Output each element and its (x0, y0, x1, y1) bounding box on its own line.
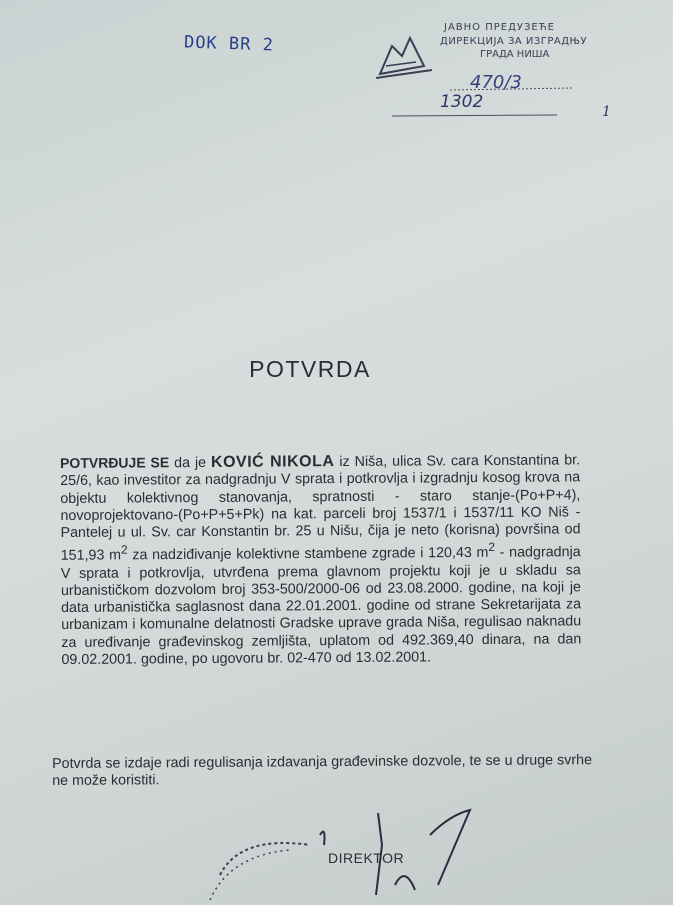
document-body (60, 451, 581, 669)
superscript-2: 2 (488, 540, 496, 555)
superscript-1: 2 (120, 543, 128, 558)
body-text-1: da je (169, 454, 212, 472)
body-text-2: iz Niša, ulica Sv. cara Konstantina br. 25/6, kao investitor za nadgradnju V sprata i potkrovlja i izgradnju kosog krova na objektu kolektivnog stanovanja, spratnosti - staro stanje-(Po+P+4), novoprojektovano-(Po+P+5+Pk) na kat. parceli broj 1537/1 i 1537/11 KO Niš - Pantelej u ul. Sv. car Konstantin br. 25 u Nišu, čija je neto (korisna) površina od 151,93 m (60, 452, 581, 565)
body-text-4: - nadgradnja V sprata i potkrovlja, utvrđena prema glavnom projektu koji je u skladu sa urbanističkom dozvolom broj 353-500/2000-06 od 23.08.2000. godine, na koji je data urbanistička saglasnost dana 22.01.2001. godine od strane Sekretarijata za urbanizam i komunalne delatnosti Gradske uprave grada Niša, regulisao naknadu za uređivanje građevinskog zemljišta, uplatom od 492.369,40 dinara, na dan 09.02.2001. godine, po ugovoru br. 02-470 od 13.02.2001. (60, 544, 582, 669)
stamp-registry-number: 470/3 (470, 72, 522, 93)
director-label: DIREKTOR (328, 850, 405, 866)
document-title: POTVRDA (249, 356, 371, 382)
registry-stamp (372, 18, 672, 128)
stamp-line-2: ДИРЕКЦИЈА ЗА ИЗГРАДЊУ (440, 36, 588, 47)
stamp-line-3: ГРАДА НИША (480, 49, 550, 60)
stamp-rule-lines (372, 18, 672, 128)
stamp-handwritten-mark: 1 (602, 104, 611, 120)
body-text-3: za nadziđivanje kolektivne stambene zgrade i 120,43 m (127, 545, 489, 564)
handwritten-note: DOK BR 2 (183, 32, 275, 56)
investor-name: KOVIĆ NIKOLA (210, 453, 335, 471)
stamp-date-number: 1302 (440, 92, 484, 112)
stamp-line-1: ЈАВНО ПРЕДУЗЕЋЕ (444, 22, 555, 33)
closing-paragraph: Potvrda se izdaje radi regulisanja izdavanja građevinske dozvole, te se u druge svrhe ne može koristiti. (52, 752, 593, 790)
body-lead: POTVRĐUJE SE (60, 454, 170, 471)
